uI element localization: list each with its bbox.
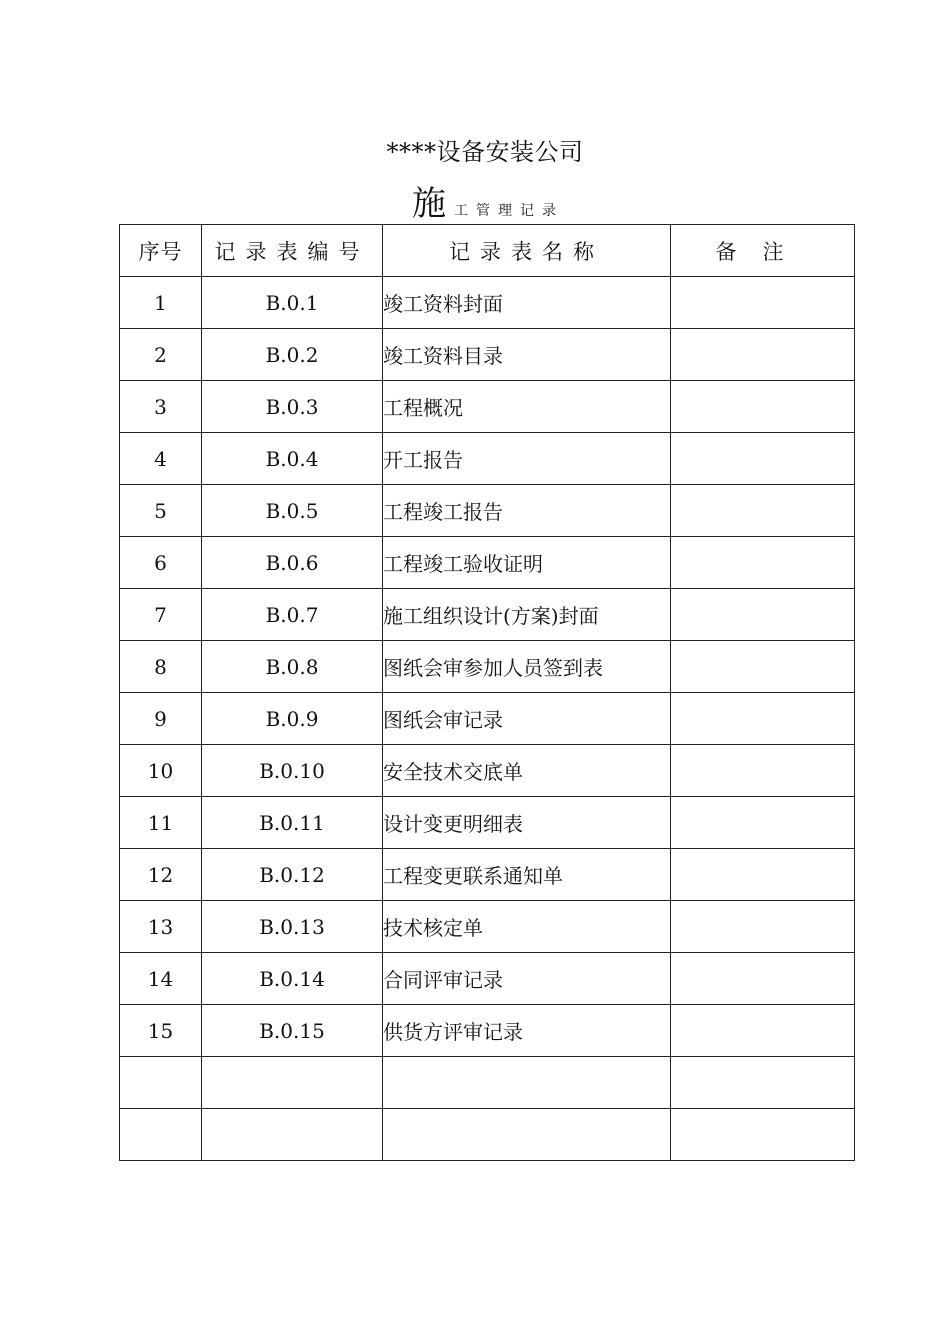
records-table bbox=[119, 224, 855, 1161]
cell-name: 开工报告 bbox=[383, 433, 671, 485]
cell-seq: 13 bbox=[120, 901, 202, 953]
cell-seq bbox=[120, 1109, 202, 1161]
table-row bbox=[120, 693, 855, 745]
cell-note bbox=[671, 641, 855, 693]
header-seq: 序号 bbox=[120, 225, 202, 277]
cell-code: B.0.4 bbox=[202, 433, 383, 485]
cell-note bbox=[671, 277, 855, 329]
cell-seq: 15 bbox=[120, 1005, 202, 1057]
cell-code: B.0.2 bbox=[202, 329, 383, 381]
table-row bbox=[120, 745, 855, 797]
title-small-text: 工管理记录 bbox=[454, 203, 564, 219]
cell-seq: 12 bbox=[120, 849, 202, 901]
cell-code: B.0.9 bbox=[202, 693, 383, 745]
table-row bbox=[120, 901, 855, 953]
cell-seq: 3 bbox=[120, 381, 202, 433]
cell-seq: 10 bbox=[120, 745, 202, 797]
cell-code: B.0.15 bbox=[202, 1005, 383, 1057]
document-title bbox=[0, 176, 950, 225]
table-row bbox=[120, 953, 855, 1005]
cell-name: 工程竣工报告 bbox=[383, 485, 671, 537]
table-row bbox=[120, 849, 855, 901]
cell-note bbox=[671, 953, 855, 1005]
cell-code: B.0.7 bbox=[202, 589, 383, 641]
cell-note bbox=[671, 537, 855, 589]
cell-note bbox=[671, 381, 855, 433]
cell-name: 竣工资料目录 bbox=[383, 329, 671, 381]
cell-code: B.0.10 bbox=[202, 745, 383, 797]
table-row bbox=[120, 589, 855, 641]
records-body bbox=[120, 277, 855, 1161]
cell-code: B.0.6 bbox=[202, 537, 383, 589]
table-row bbox=[120, 485, 855, 537]
cell-code: B.0.8 bbox=[202, 641, 383, 693]
cell-seq: 6 bbox=[120, 537, 202, 589]
cell-seq bbox=[120, 1057, 202, 1109]
header-code: 记录表编号 bbox=[202, 225, 383, 277]
cell-name: 施工组织设计(方案)封面 bbox=[383, 589, 671, 641]
table-row bbox=[120, 1057, 855, 1109]
cell-name: 图纸会审参加人员签到表 bbox=[383, 641, 671, 693]
cell-note bbox=[671, 485, 855, 537]
cell-code: B.0.11 bbox=[202, 797, 383, 849]
cell-code: B.0.5 bbox=[202, 485, 383, 537]
header-note: 备注 bbox=[671, 225, 855, 277]
cell-seq: 5 bbox=[120, 485, 202, 537]
table-row bbox=[120, 329, 855, 381]
cell-code: B.0.3 bbox=[202, 381, 383, 433]
cell-note bbox=[671, 589, 855, 641]
cell-note bbox=[671, 849, 855, 901]
cell-seq: 14 bbox=[120, 953, 202, 1005]
cell-note bbox=[671, 329, 855, 381]
table-row bbox=[120, 277, 855, 329]
cell-name: 工程竣工验收证明 bbox=[383, 537, 671, 589]
cell-name: 工程概况 bbox=[383, 381, 671, 433]
cell-name: 安全技术交底单 bbox=[383, 745, 671, 797]
cell-note bbox=[671, 745, 855, 797]
cell-name: 竣工资料封面 bbox=[383, 277, 671, 329]
cell-seq: 9 bbox=[120, 693, 202, 745]
cell-note bbox=[671, 693, 855, 745]
company-name: ****设备安装公司 bbox=[386, 138, 584, 166]
table-row bbox=[120, 1109, 855, 1161]
title-large-char: 施 bbox=[412, 184, 446, 224]
table-row bbox=[120, 797, 855, 849]
cell-seq: 1 bbox=[120, 277, 202, 329]
header-row bbox=[120, 225, 855, 277]
cell-code: B.0.1 bbox=[202, 277, 383, 329]
cell-seq: 11 bbox=[120, 797, 202, 849]
cell-code: B.0.14 bbox=[202, 953, 383, 1005]
cell-name: 合同评审记录 bbox=[383, 953, 671, 1005]
cell-note bbox=[671, 433, 855, 485]
cell-note bbox=[671, 901, 855, 953]
header-name: 记录表名称 bbox=[383, 225, 671, 277]
table-row bbox=[120, 1005, 855, 1057]
cell-name bbox=[383, 1109, 671, 1161]
table-row bbox=[120, 381, 855, 433]
cell-code bbox=[202, 1057, 383, 1109]
cell-seq: 2 bbox=[120, 329, 202, 381]
cell-name: 工程变更联系通知单 bbox=[383, 849, 671, 901]
table-row bbox=[120, 641, 855, 693]
cell-seq: 4 bbox=[120, 433, 202, 485]
cell-name: 技术核定单 bbox=[383, 901, 671, 953]
cell-seq: 8 bbox=[120, 641, 202, 693]
cell-name bbox=[383, 1057, 671, 1109]
cell-note bbox=[671, 797, 855, 849]
cell-code: B.0.13 bbox=[202, 901, 383, 953]
cell-code: B.0.12 bbox=[202, 849, 383, 901]
cell-code bbox=[202, 1109, 383, 1161]
table-row bbox=[120, 537, 855, 589]
cell-name: 供货方评审记录 bbox=[383, 1005, 671, 1057]
cell-note bbox=[671, 1109, 855, 1161]
cell-note bbox=[671, 1005, 855, 1057]
table-row bbox=[120, 433, 855, 485]
cell-seq: 7 bbox=[120, 589, 202, 641]
cell-name: 设计变更明细表 bbox=[383, 797, 671, 849]
cell-name: 图纸会审记录 bbox=[383, 693, 671, 745]
cell-note bbox=[671, 1057, 855, 1109]
